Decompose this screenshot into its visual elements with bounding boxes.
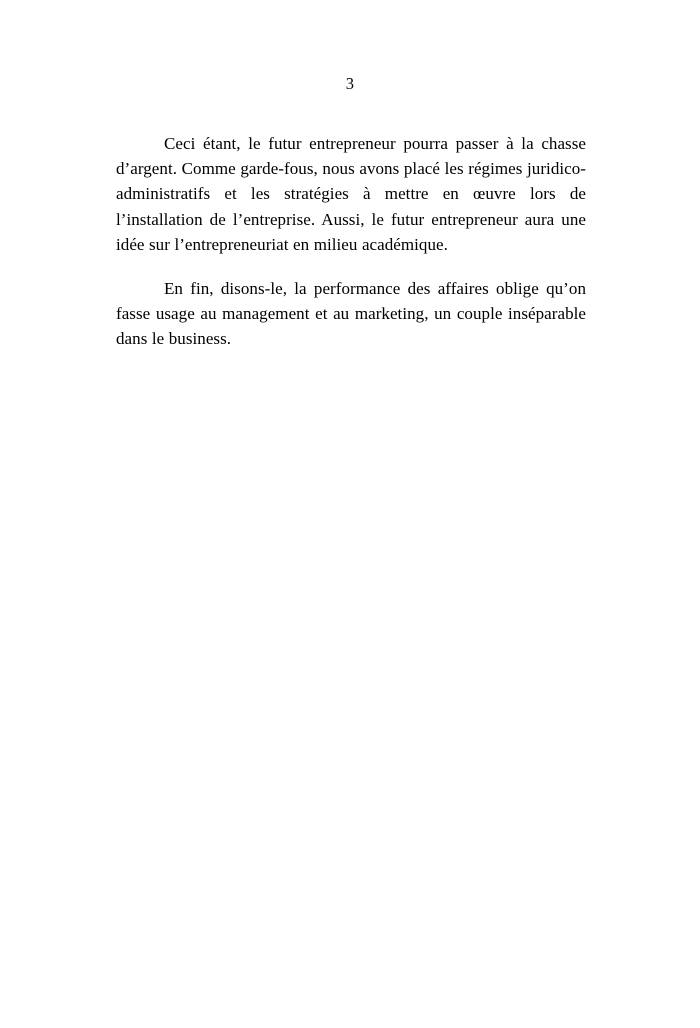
body-text-block [116,131,586,352]
paragraph-1: Ceci étant, le futur entrepreneur pourra passer à la chasse d’argent. Comme garde-fous, nous avons placé les régimes juridico-administratifs et les stratégies à mettre en œuvre lors de l’installation de l’entreprise. Aussi, le futur entrepreneur aura une idée sur l’entrepreneuriat en milieu académique. [116,134,586,254]
page-number: 3 [345,74,355,93]
paragraph-2: En fin, disons-le, la performance des affaires oblige qu’on fasse usage au management et au marketing, un couple inséparable dans le business. [116,279,586,349]
